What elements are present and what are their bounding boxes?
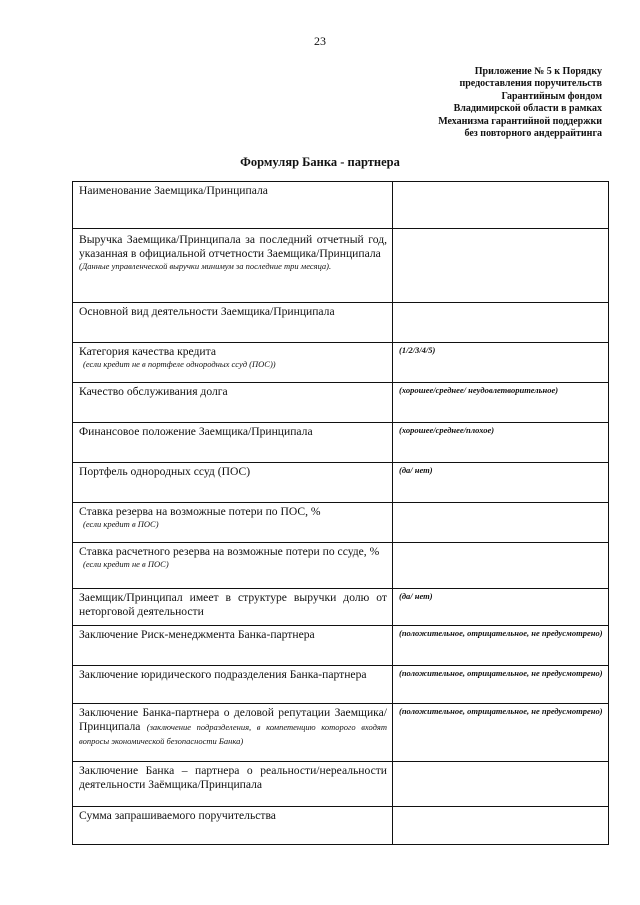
row-value-cell[interactable] — [393, 666, 609, 704]
row-value-cell[interactable] — [393, 303, 609, 343]
table-row — [73, 762, 609, 807]
row-label-cell — [73, 543, 393, 589]
page-number: 23 — [314, 34, 326, 48]
row-label: Категория качества кредита — [79, 345, 216, 358]
row-value-cell[interactable] — [393, 543, 609, 589]
row-label: Заемщик/Принципал имеет в структуре выручки долю от неторговой деятельности — [79, 591, 387, 618]
row-value-hint: (да/ нет) — [399, 591, 433, 601]
row-label: Выручка Заемщика/Принципала за последний отчетный год, указанная в официальной отчетности Заемщика/Принципала — [79, 233, 387, 260]
table-row — [73, 807, 609, 845]
row-label-cell — [73, 383, 393, 423]
row-label-cell — [73, 666, 393, 704]
row-label-cell — [73, 303, 393, 343]
row-label-cell — [73, 589, 393, 626]
row-value-cell[interactable] — [393, 589, 609, 626]
row-label-cell — [73, 182, 393, 229]
row-value-cell[interactable] — [393, 423, 609, 463]
appendix-line: Гарантийным фондом — [501, 90, 602, 102]
row-value-cell[interactable] — [393, 503, 609, 543]
row-label: Финансовое положение Заемщика/Принципала — [79, 425, 313, 438]
row-value-hint: (да/ нет) — [399, 465, 433, 475]
row-value-cell[interactable] — [393, 807, 609, 845]
table-row — [73, 182, 609, 229]
row-label-cell — [73, 463, 393, 503]
row-label-cell — [73, 762, 393, 807]
row-value-cell[interactable] — [393, 383, 609, 423]
row-label-cell — [73, 626, 393, 666]
row-note: (если кредит не в портфеле однородных ссуд (ПОС)) — [83, 359, 276, 369]
appendix-line: Механизма гарантийной поддержки — [438, 115, 602, 127]
row-label — [79, 706, 387, 748]
row-label: Наименование Заемщика/Принципала — [79, 184, 268, 197]
table-row — [73, 626, 609, 666]
table-row — [73, 423, 609, 463]
table-row — [73, 303, 609, 343]
row-label: Заключение Риск-менеджмента Банка-партнера — [79, 628, 315, 641]
row-label-cell — [73, 807, 393, 845]
table-row — [73, 229, 609, 303]
table-row — [73, 666, 609, 704]
row-label-cell — [73, 229, 393, 303]
row-label: Ставка расчетного резерва на возможные потери по ссуде, % — [79, 545, 380, 558]
bank-partner-form-table — [72, 181, 609, 845]
appendix-line: Владимирской области в рамках — [453, 103, 602, 115]
row-label: Портфель однородных ссуд (ПОС) — [79, 465, 251, 478]
row-label: Заключение Банка – партнера о реальности/нереальности деятельности Заёмщика/Принципала — [79, 764, 387, 791]
row-value-cell[interactable] — [393, 626, 609, 666]
row-value-hint: (положительное, отрицательное, не предусмотрено) — [399, 668, 603, 678]
row-value-cell[interactable] — [393, 463, 609, 503]
row-value-hint: (хорошее/среднее/ неудовлетворительное) — [399, 385, 559, 395]
row-value-cell[interactable] — [393, 704, 609, 762]
row-value-hint: (1/2/3/4/5) — [399, 345, 436, 355]
row-value-cell[interactable] — [393, 762, 609, 807]
row-label-text: Заключение Банка-партнера о деловой репутации Заемщика/Принципала — [79, 706, 387, 733]
form-title: Формуляр Банка - партнера — [240, 155, 400, 169]
row-label: Сумма запрашиваемого поручительства — [79, 809, 276, 822]
row-note: (Данные управленческой выручки минимум за последние три месяца). — [79, 261, 332, 271]
row-value-cell[interactable] — [393, 182, 609, 229]
table-row — [73, 383, 609, 423]
row-label-cell — [73, 423, 393, 463]
table-row — [73, 343, 609, 383]
row-value-cell[interactable] — [393, 343, 609, 383]
row-label: Заключение юридического подразделения Банка-партнера — [79, 668, 367, 681]
row-note: (если кредит в ПОС) — [83, 519, 159, 529]
table-row — [73, 503, 609, 543]
row-value-hint: (положительное, отрицательное, не предусмотрено) — [399, 706, 603, 716]
row-label: Качество обслуживания долга — [79, 385, 228, 398]
appendix-line: предоставления поручительств — [459, 78, 602, 90]
row-note: (заключение подразделения, в компетенцию которого входят вопросы экономической безопасности Банка) — [79, 722, 387, 746]
row-label-cell — [73, 503, 393, 543]
row-label: Основной вид деятельности Заемщика/Принципала — [79, 305, 335, 318]
table-row — [73, 589, 609, 626]
row-label-cell — [73, 343, 393, 383]
appendix-line: Приложение № 5 к Порядку — [474, 66, 602, 77]
appendix-header — [438, 66, 602, 140]
table-row — [73, 543, 609, 589]
table-row — [73, 704, 609, 762]
row-label: Ставка резерва на возможные потери по ПОС, % — [79, 505, 321, 518]
row-value-cell[interactable] — [393, 229, 609, 303]
row-label-cell — [73, 704, 393, 762]
appendix-line: без повторного андеррайтинга — [464, 128, 602, 140]
row-value-hint: (положительное, отрицательное, не предусмотрено) — [399, 628, 603, 638]
row-note: (если кредит не в ПОС) — [83, 559, 169, 569]
table-row — [73, 463, 609, 503]
row-value-hint: (хорошее/среднее/плохое) — [399, 425, 495, 435]
